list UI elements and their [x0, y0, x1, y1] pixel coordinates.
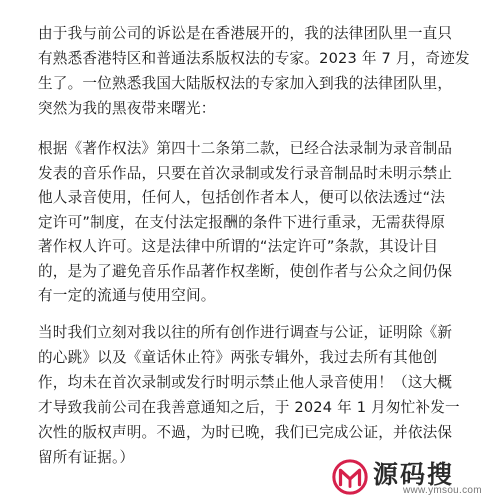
text-line: 著作权人许可。这是法律中所谓的“法定许可”条款，其设计目 — [38, 238, 439, 255]
text-line: 的，是为了避免音乐作品著作权垄断，使创作者与公众之间仍保 — [38, 262, 453, 280]
brand-name: 源码搜 — [373, 460, 455, 489]
paragraph-intro — [38, 21, 470, 121]
text-line: 留所有证据。） — [38, 449, 135, 466]
text-line: 突然为我的黑夜带来曙光： — [38, 100, 216, 117]
text-line: 当时我们立刻对我以往的所有创作进行调查与公证，证明除《新 — [38, 324, 453, 341]
paragraph-investigation — [38, 320, 470, 470]
text-line: 生了。一位熟悉我国大陆版权法的专家加入到我的法律团队里， — [38, 75, 453, 92]
text-line: 作，均未在首次录制或发行时明示禁止他人录音使用！（这大概 — [38, 374, 453, 391]
text-line: 根据《著作权法》第四十二条第二款，已经合法录制为录音制品 — [38, 140, 453, 157]
quoted-law-block — [38, 137, 470, 307]
text-line: 有熟悉香港特区和普通法系版权法的专家。2023 年 7 月，奇迹发 — [38, 50, 470, 67]
text-line: 才导致我前公司在我善意通知之后，于 2024 年 1 月匆忙补发一 — [38, 399, 460, 416]
brand-url: www.ymsou.com — [403, 485, 482, 496]
text-line: 次性的版权声明。不過，为时已晚，我们已完成公证，并依法保 — [38, 424, 453, 441]
brand-logo-icon — [331, 458, 369, 496]
site-watermark — [331, 456, 491, 498]
text-line: 发表的音乐作品，只要在首次录制或发行录音制品时未明示禁止 — [38, 164, 453, 182]
text-line: 定许可”制度，在支付法定报酬的条件下进行重录，无需获得原 — [38, 213, 446, 231]
text-line: 由于我与前公司的诉讼是在香港展开的，我的法律团队里一直只 — [38, 25, 453, 42]
text-line: 他人录音使用，任何人，包括创作者本人，便可以依法透过“法 — [38, 189, 446, 206]
paragraph-law — [38, 137, 470, 309]
text-line: 有一定的流通与使用空间。 — [38, 287, 216, 304]
text-line: 的心跳》以及《童话休止符》两张专辑外，我过去所有其他创 — [38, 349, 438, 366]
